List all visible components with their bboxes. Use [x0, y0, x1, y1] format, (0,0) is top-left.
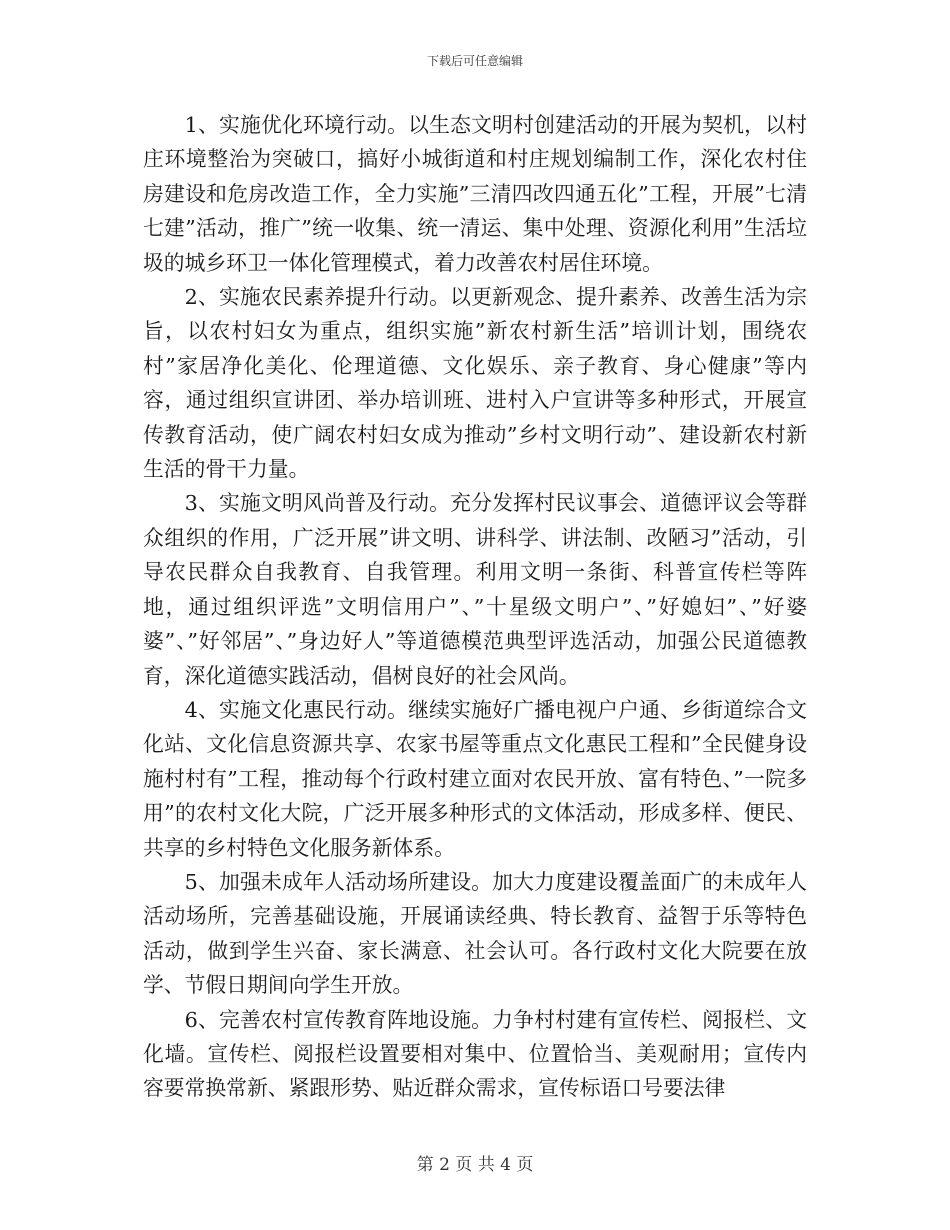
paragraph-4: 4、实施文化惠民行动。继续实施好广播电视户户通、乡街道综合文化站、文化信息资源共享、农家书屋等重点文化惠民工程和”全民健身设施村村有”工程，推动每个行政村建立面对农民开放、富有特色、”一院多用”的农村文化大院，广泛开展多种形式的文体活动，形成多样、便民、共享的乡村特色文化服务新体系。 — [143, 697, 807, 860]
paragraph-1: 1、实施优化环境行动。以生态文明村创建活动的开展为契机，以村庄环境整治为突破口，搞好小城街道和村庄规划编制工作，深化农村住房建设和危房改造工作，全力实施”三清四改四通五化”工程，开展”七清七建”活动，推广”统一收集、统一清运、集中处理、资源化利用”生活垃圾的城乡环卫一体化管理模式，着力改善农村居住环境。 — [143, 113, 807, 275]
page-number: 第 2 页 共 4 页 — [416, 1155, 534, 1175]
document-body — [143, 108, 807, 1106]
paragraph-6: 6、完善农村宣传教育阵地设施。力争村村建有宣传栏、阅报栏、文化墙。宣传栏、阅报栏设置要相对集中、位置恰当、美观耐用；宣传内容要常换常新、紧跟形势、贴近群众需求，宣传标语口号要法律 — [143, 1007, 807, 1101]
paragraph-2: 2、实施农民素养提升行动。以更新观念、提升素养、改善生活为宗旨，以农村妇女为重点，组织实施”新农村新生活”培训计划，围绕农村”家居净化美化、伦理道德、文化娱乐、亲子教育、身心健康”等内容，通过组织宣讲团、举办培训班、进村入户宣讲等多种形式，开展宣传教育活动，使广阔农村妇女成为推动”乡村文明行动”、建设新农村新生活的骨干力量。 — [143, 285, 807, 482]
paragraph-5: 5、加强未成年人活动场所建设。加大力度建设覆盖面广的未成年人活动场所，完善基础设施，开展诵读经典、特长教育、益智于乐等特色活动，做到学生兴奋、家长满意、社会认可。各行政村文化大院要在放学、节假日期间向学生开放。 — [143, 869, 807, 998]
page-header: 下载后可任意编辑 — [426, 54, 523, 68]
paragraph-3: 3、实施文明风尚普及行动。充分发挥村民议事会、道德评议会等群众组织的作用，广泛开展”讲文明、讲科学、讲法制、改陋习”活动，引导农民群众自我教育、自我管理。利用文明一条街、科普宣传栏等阵地，通过组织评选”文明信用户”、”十星级文明户”、”好媳妇”、”好婆婆”、”好邻居”、”身边好人”等道德模范典型评选活动，加强公民道德教育，深化道德实践活动，倡树良好的社会风尚。 — [143, 491, 807, 688]
